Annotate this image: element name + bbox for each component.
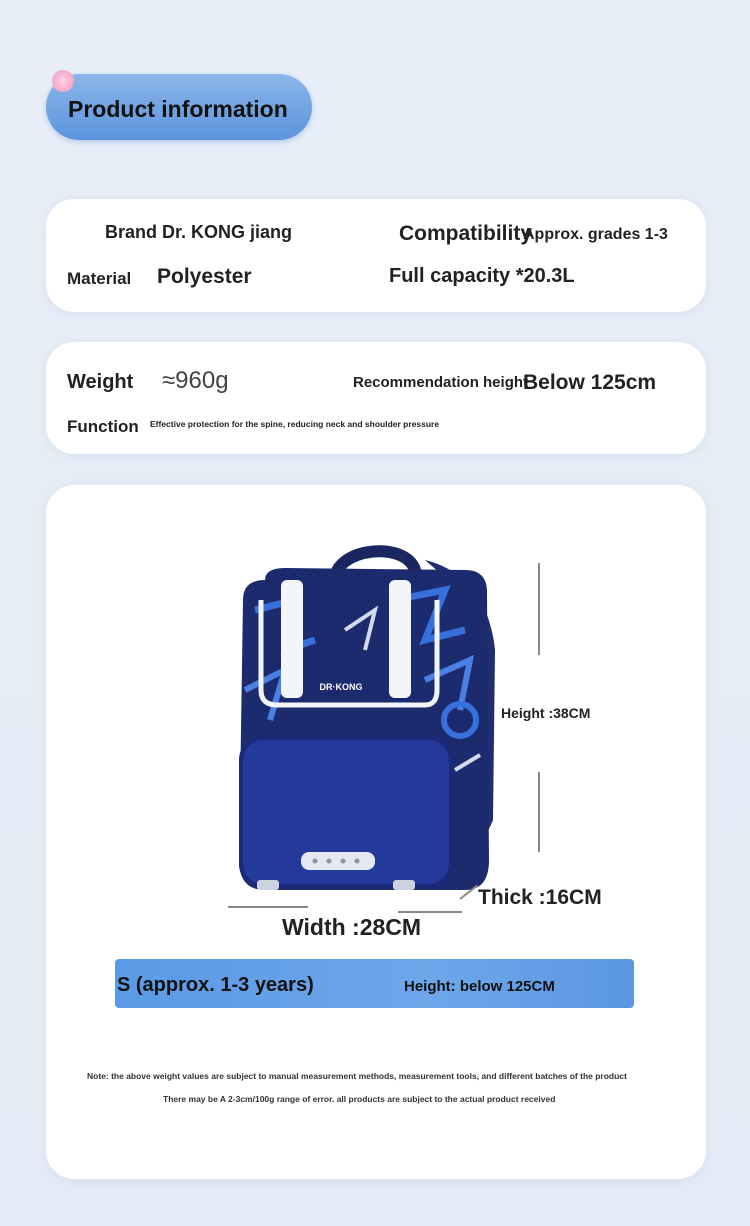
height-dimension-line-bottom: [538, 772, 540, 852]
recommendation-value: Below 125cm: [523, 371, 657, 394]
function-value: Effective protection for the spine, reducing neck and shoulder pressure: [150, 419, 440, 429]
width-dimension-line-right: [398, 911, 462, 913]
width-dimension-line-left: [228, 906, 308, 908]
brand-logo: DR·KONG: [319, 682, 363, 692]
material-label: Material: [67, 269, 132, 288]
height-dimension-line-top: [538, 563, 540, 655]
brand-text: Brand Dr. KONG jiang: [105, 222, 293, 242]
note-line-1: Note: the above weight values are subject to manual measurement methods, measurement tools, and different batches of the product: [87, 1071, 627, 1081]
recommendation-label: Recommendation height: [353, 374, 529, 391]
weight-value: ≈960g: [162, 367, 229, 394]
material-value: Polyester: [157, 265, 252, 288]
page-title: Product information: [68, 96, 288, 122]
info-card-specs: [46, 342, 706, 454]
compatibility-value: Approx. grades 1-3: [523, 226, 668, 243]
height-label: Height :38CM: [501, 705, 591, 721]
function-label: Function: [67, 417, 139, 436]
info-card-basic: [46, 199, 706, 312]
capacity-text: Full capacity *20.3L: [389, 265, 575, 287]
weight-label: Weight: [67, 371, 134, 393]
backpack-image: [225, 540, 505, 900]
width-label: Width :28CM: [282, 914, 422, 940]
compatibility-label: Compatibility: [399, 222, 533, 245]
size-label: S (approx. 1-3 years): [117, 974, 314, 996]
size-height-label: Height: below 125CM: [404, 978, 555, 995]
note-line-2: There may be A 2-3cm/100g range of error. all products are subject to the actual product received: [163, 1094, 556, 1104]
thick-label: Thick :16CM: [478, 886, 602, 909]
heart-icon: [52, 70, 74, 92]
